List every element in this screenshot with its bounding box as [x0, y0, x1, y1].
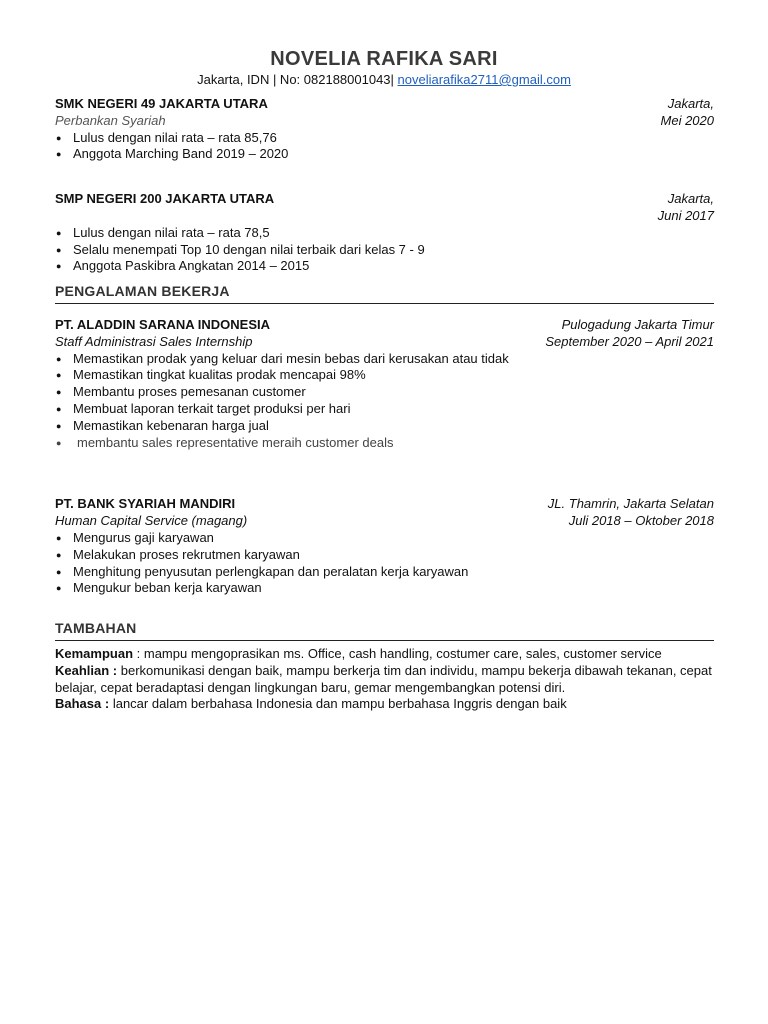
resume-content	[55, 94, 714, 713]
additional-item	[55, 646, 714, 663]
school-location: Jakarta,	[667, 191, 714, 207]
list-item: ● Membantu proses pemesanan customer	[55, 384, 714, 401]
item-label: Kemampuan	[55, 645, 134, 661]
education-entry	[55, 96, 714, 163]
education-entry	[55, 191, 714, 275]
section-title-experience: PENGALAMAN BEKERJA	[55, 283, 714, 304]
list-item: ● Anggota Marching Band 2019 – 2020	[55, 146, 714, 163]
job-location: JL. Thamrin, Jakarta Selatan	[547, 496, 714, 512]
list-item: ● Menghitung penyusutan perlengkapan dan peralatan kerja karyawan	[55, 564, 714, 581]
school-location: Jakarta,	[667, 96, 714, 111]
bullet-list	[55, 225, 714, 275]
list-item: ● membantu sales representative meraih customer deals	[55, 435, 714, 452]
list-item: ● Memastikan prodak yang keluar dari mesin bebas dari kerusakan atau tidak	[55, 351, 714, 368]
list-item: ● Lulus dengan nilai rata – rata 85,76	[55, 130, 714, 147]
item-separator: :	[133, 645, 144, 661]
additional-items	[55, 646, 714, 713]
section-title-additional: TAMBAHAN	[55, 620, 714, 641]
job-role: Human Capital Service (magang)	[55, 513, 248, 529]
email-link[interactable]: noveliarafika2711@gmail.com	[397, 72, 571, 87]
item-label: Bahasa :	[55, 696, 110, 712]
list-item: ● Selalu menempati Top 10 dengan nilai terbaik dari kelas 7 - 9	[55, 242, 714, 259]
item-text: berkomunikasi dengan baik, mampu berkerja tim dan individu, mampu bekerja dibawah tekanan, cepat belajar, cepat beradaptasi dengan lingkungan baru, gemar mengembangkan potensi diri.	[55, 662, 712, 695]
contact-info: Jakarta, IDN | No: 082188001043|	[197, 72, 398, 87]
school-name: SMP NEGERI 200 JAKARTA UTARA	[55, 191, 275, 207]
job-role: Staff Administrasi Sales Internship	[55, 333, 253, 349]
school-date: Juni 2017	[657, 207, 714, 223]
contact-line	[0, 72, 768, 87]
list-item: ● Lulus dengan nilai rata – rata 78,5	[55, 225, 714, 242]
bullet-list	[55, 351, 714, 452]
job-date: Juli 2018 – Oktober 2018	[568, 513, 714, 529]
list-item: ● Anggota Paskibra Angkatan 2014 – 2015	[55, 258, 714, 275]
school-date: Mei 2020	[660, 112, 714, 128]
item-text: mampu mengoprasikan ms. Office, cash handling, costumer care, sales, customer service	[143, 645, 662, 661]
job-date: September 2020 – April 2021	[545, 333, 714, 349]
job-entry	[55, 496, 714, 597]
item-label: Keahlian :	[55, 662, 118, 678]
additional-item	[55, 663, 714, 697]
list-item: ● Memastikan tingkat kualitas prodak mencapai 98%	[55, 367, 714, 384]
list-item: ● Memastikan kebenaran harga jual	[55, 418, 714, 435]
company-name: PT. ALADDIN SARANA INDONESIA	[55, 316, 270, 332]
item-text: lancar dalam berbahasa Indonesia dan mampu berbahasa Inggris dengan baik	[112, 696, 567, 712]
job-entry	[55, 317, 714, 451]
list-item: ● Mengurus gaji karyawan	[55, 530, 714, 547]
list-item: ● Mengukur beban kerja karyawan	[55, 580, 714, 597]
bullet-list	[55, 130, 714, 164]
list-item: ● Membuat laporan terkait target produksi per hari	[55, 401, 714, 418]
school-major: Perbankan Syariah	[55, 112, 166, 128]
job-location: Pulogadung Jakarta Timur	[561, 316, 714, 332]
school-name: SMK NEGERI 49 JAKARTA UTARA	[55, 96, 268, 111]
company-name: PT. BANK SYARIAH MANDIRI	[55, 496, 236, 512]
list-item: ● Melakukan proses rekrutmen karyawan	[55, 547, 714, 564]
resume-name: NOVELIA RAFIKA SARI	[270, 48, 498, 70]
additional-item	[55, 696, 714, 713]
bullet-list	[55, 530, 714, 597]
